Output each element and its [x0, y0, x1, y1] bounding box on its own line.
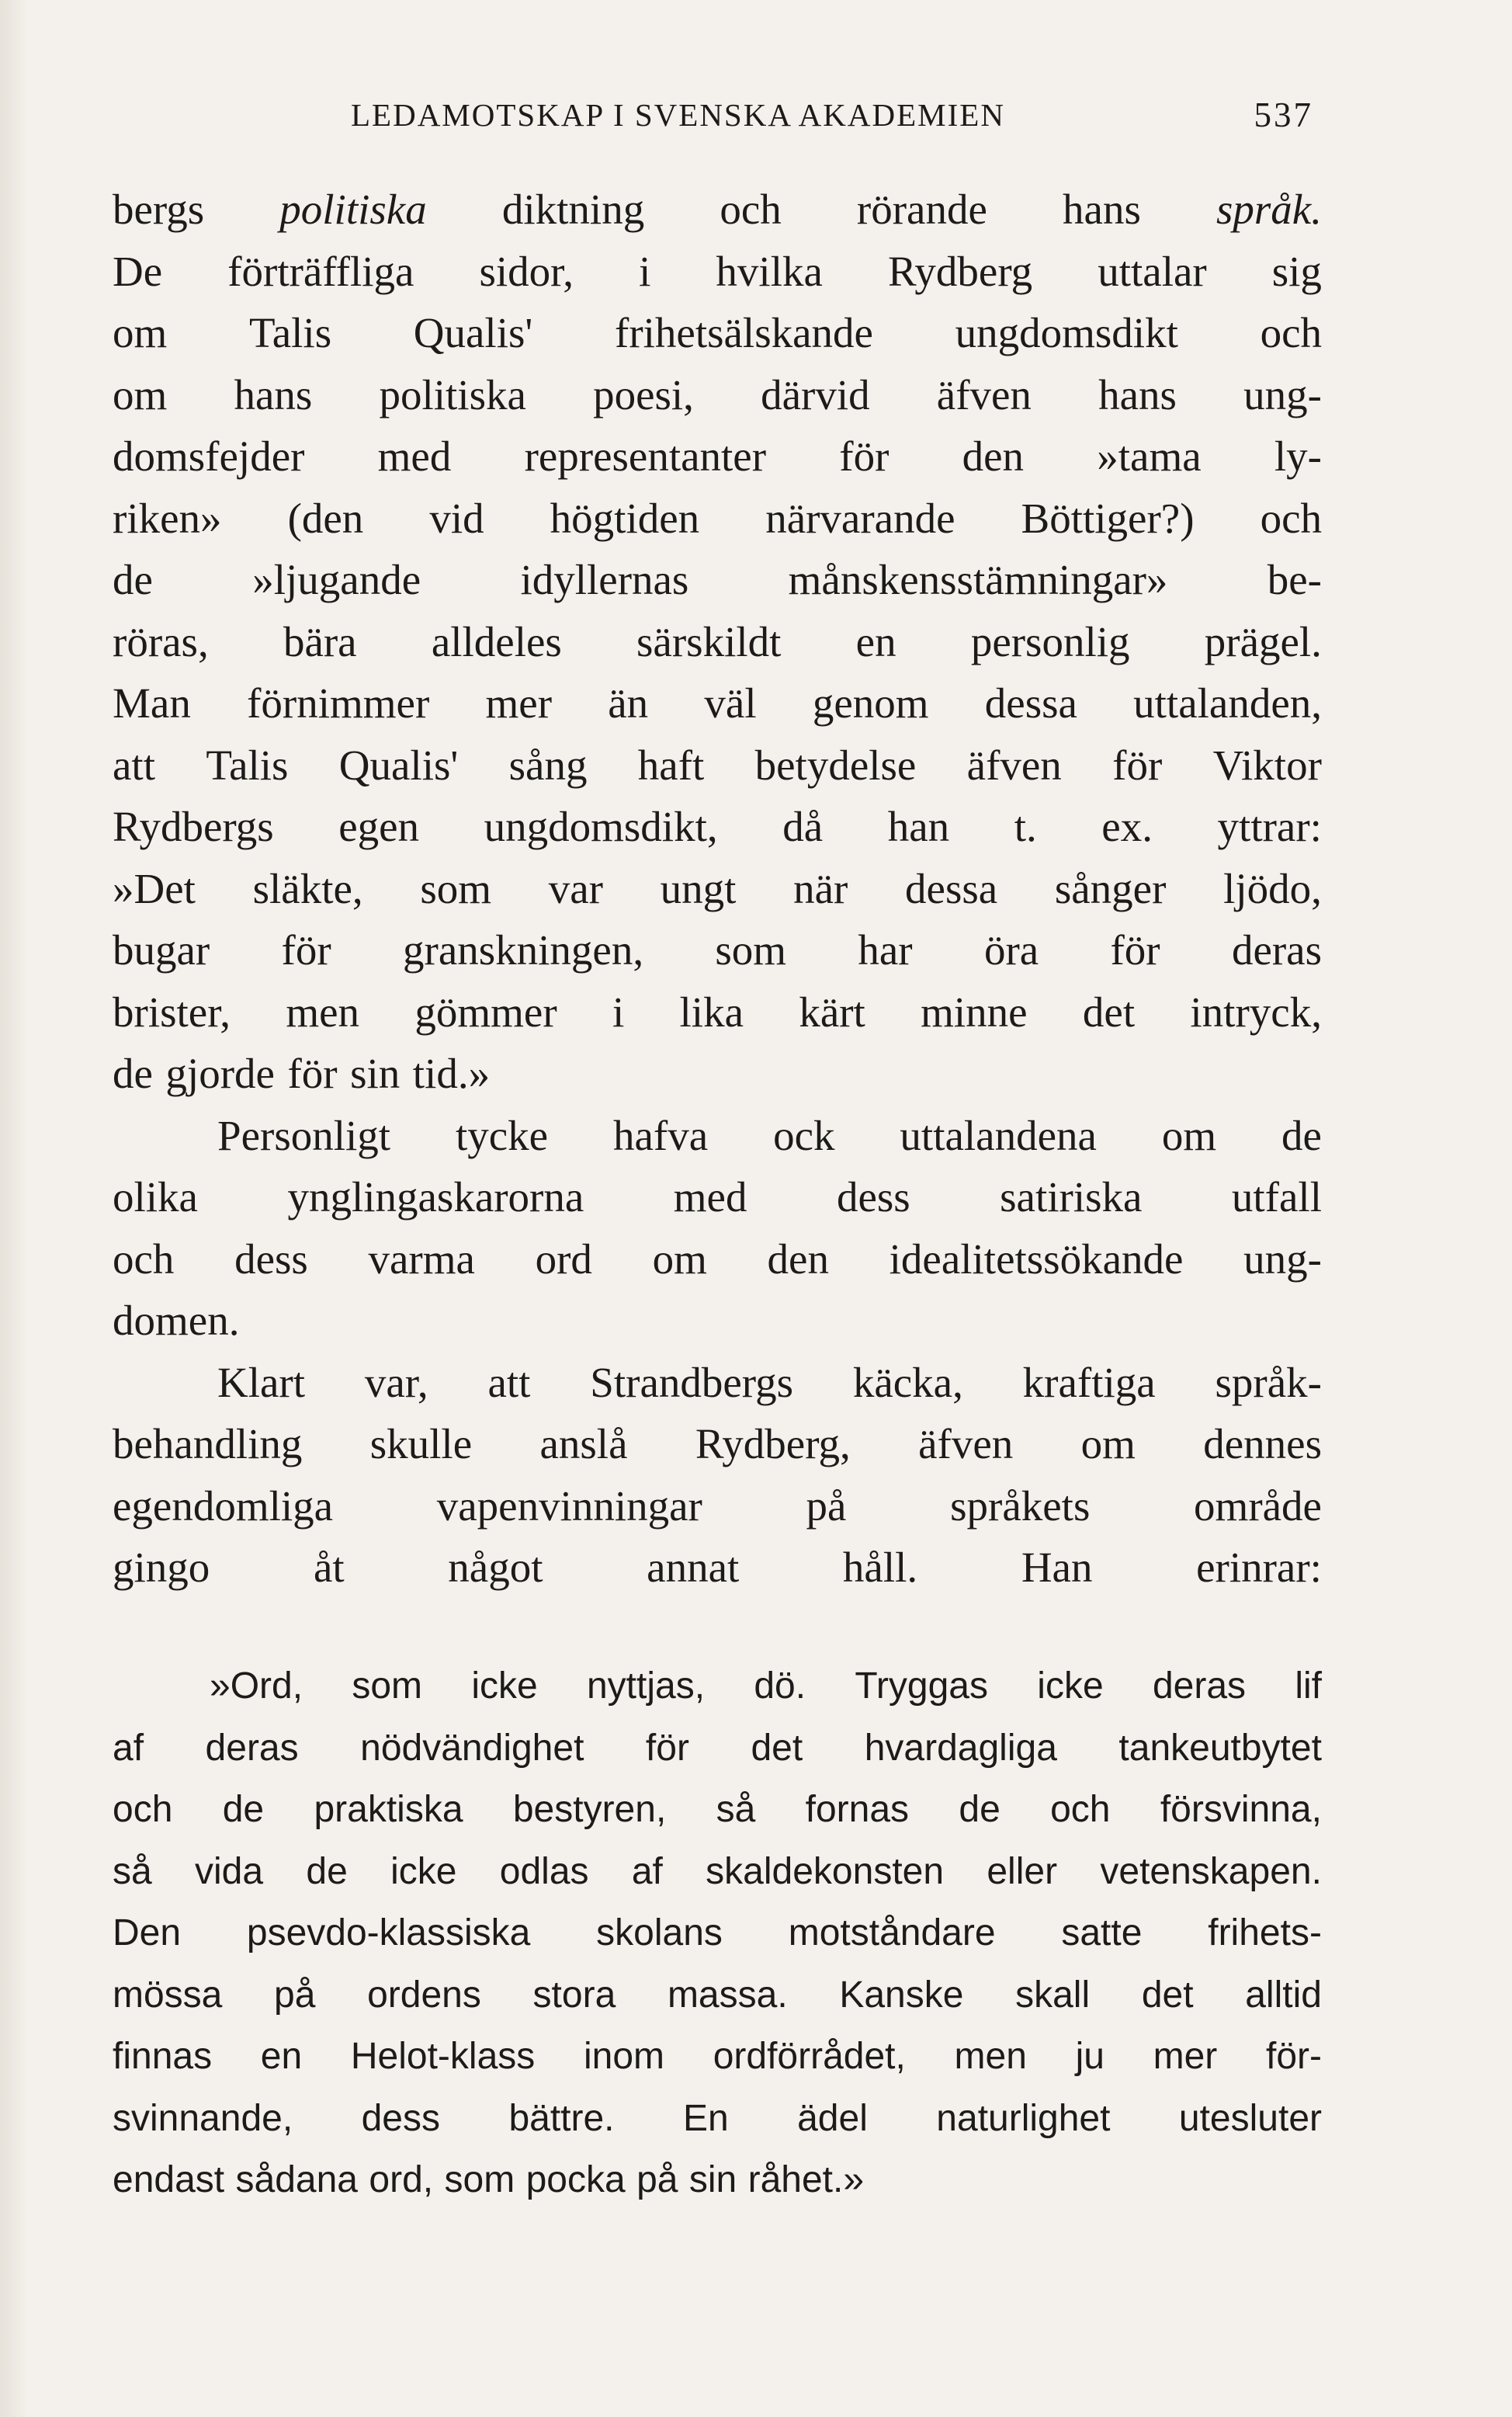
- word: vida: [195, 1850, 264, 1892]
- word: dess: [361, 2097, 440, 2139]
- word: yttrar:: [1217, 803, 1322, 850]
- word: anslå: [539, 1420, 628, 1467]
- text-line: [113, 1105, 1322, 1167]
- word: att: [113, 741, 155, 789]
- word: egendomliga: [113, 1481, 334, 1530]
- word: ordförrådet,: [713, 2036, 906, 2077]
- word: odlas: [499, 1850, 589, 1892]
- word: särskildt: [636, 617, 782, 665]
- text-line: [113, 549, 1322, 611]
- word: har: [858, 926, 913, 974]
- word: intryck,: [1190, 988, 1322, 1036]
- word: psevdo-klassiska: [246, 1912, 531, 1953]
- text-line: [113, 1537, 1322, 1599]
- word: vid: [429, 494, 484, 542]
- word: stora: [532, 1974, 616, 2016]
- word: för: [287, 1050, 338, 1097]
- word: gjorde: [165, 1050, 275, 1097]
- word: på: [806, 1481, 847, 1530]
- word: ju: [1075, 2036, 1105, 2077]
- word: var,: [364, 1358, 428, 1406]
- word: Qualis': [413, 309, 533, 356]
- word: finnas: [113, 2036, 213, 2077]
- word: massa.: [667, 1974, 788, 2016]
- word: sidor,: [479, 247, 574, 295]
- word: det: [751, 1727, 803, 1769]
- word: frihetsälskande: [615, 309, 873, 356]
- word: på: [274, 1974, 316, 2016]
- word: språkets: [950, 1481, 1091, 1530]
- word: (den: [287, 494, 364, 542]
- word: förträffliga: [227, 247, 414, 295]
- word: månskensstämningar»: [788, 556, 1168, 603]
- word: poesi,: [593, 370, 694, 418]
- word: för: [1110, 926, 1160, 974]
- word: personlig: [970, 617, 1130, 665]
- word: äfven: [918, 1420, 1014, 1467]
- word: uttalanden,: [1133, 679, 1322, 727]
- text-line: [113, 1841, 1322, 1903]
- word: röras,: [113, 617, 209, 665]
- word: som: [420, 864, 492, 912]
- word: ex.: [1101, 803, 1153, 850]
- word: icke: [1037, 1665, 1104, 1707]
- text-line: [113, 1779, 1322, 1841]
- word: för: [1112, 741, 1163, 789]
- text-line: [113, 1964, 1322, 2026]
- word: sånger: [1054, 864, 1167, 912]
- text-line: [113, 858, 1322, 920]
- word: hafva: [613, 1111, 709, 1159]
- word: om: [1080, 1420, 1136, 1467]
- text-line: [113, 2088, 1322, 2150]
- text-line: [113, 241, 1322, 303]
- text-line: [113, 1290, 1322, 1352]
- word: ungdomsdikt,: [484, 803, 718, 850]
- text-line: [113, 2149, 1322, 2211]
- word: de: [222, 1789, 265, 1830]
- word: råhet.»: [747, 2159, 865, 2200]
- word: att: [487, 1358, 531, 1406]
- word: än: [608, 679, 649, 727]
- word: bära: [283, 617, 357, 665]
- word: som: [352, 1665, 423, 1707]
- word: kraftiga: [1022, 1358, 1156, 1406]
- word: Böttiger?): [1021, 494, 1195, 542]
- word: Qualis': [338, 741, 459, 789]
- word: och: [113, 1235, 175, 1283]
- word: dess: [836, 1173, 910, 1221]
- word: Man: [113, 679, 191, 727]
- word: ord,: [369, 2159, 434, 2200]
- word: ordens: [367, 1974, 481, 2016]
- word: så: [716, 1789, 756, 1830]
- word: hans: [234, 370, 313, 418]
- word: domen.: [113, 1297, 240, 1344]
- text-line: [113, 796, 1322, 858]
- word: språk.: [1216, 186, 1322, 233]
- text-line: [113, 734, 1322, 797]
- word: Rydberg,: [695, 1420, 851, 1467]
- word: äfven: [936, 370, 1032, 418]
- word: olika: [113, 1173, 198, 1221]
- word: deras: [1231, 926, 1322, 974]
- word: mössa: [113, 1974, 223, 2016]
- word: de: [1281, 1111, 1322, 1159]
- word: rörande: [856, 186, 987, 233]
- word: ungdomsdikt: [955, 309, 1178, 356]
- word: brister,: [113, 988, 231, 1036]
- word: vapenvinningar: [436, 1481, 702, 1530]
- word: svinnande,: [113, 2097, 293, 2139]
- word: dennes: [1203, 1420, 1322, 1467]
- word: för: [281, 926, 331, 974]
- word: om: [113, 370, 168, 418]
- word: annat: [647, 1544, 740, 1591]
- word: öra: [983, 926, 1039, 974]
- word: alldeles: [431, 617, 562, 665]
- word: Rydberg: [887, 247, 1033, 295]
- word: dessa: [984, 679, 1077, 727]
- word: praktiska: [314, 1789, 463, 1830]
- word: ungt: [660, 864, 737, 912]
- text-line: [113, 672, 1322, 734]
- word: representanter: [524, 432, 767, 480]
- word: och: [720, 186, 782, 233]
- word: det: [1141, 1974, 1194, 2016]
- word: egen: [338, 803, 420, 850]
- word: håll.: [842, 1544, 918, 1591]
- word: ord: [535, 1235, 592, 1283]
- word: i: [639, 247, 651, 295]
- word: Personligt: [217, 1111, 391, 1159]
- word: Den: [113, 1912, 182, 1953]
- word: erinrar:: [1196, 1544, 1322, 1591]
- word: idealitetssökande: [889, 1235, 1184, 1283]
- word: ädel: [797, 2097, 868, 2139]
- word: väl: [704, 679, 757, 727]
- word: betydelse: [754, 741, 917, 789]
- word: uttalandena: [900, 1111, 1097, 1159]
- word: bugar: [113, 926, 210, 974]
- word: riken»: [113, 494, 222, 542]
- word: förnimmer: [247, 679, 430, 727]
- word: nödvändighet: [360, 1727, 584, 1769]
- word: på: [636, 2159, 678, 2200]
- word: De: [113, 247, 163, 295]
- word: Viktor: [1212, 741, 1322, 789]
- word: språk-: [1215, 1358, 1322, 1406]
- word: Helot-klass: [350, 2036, 536, 2077]
- word: be-: [1267, 556, 1322, 603]
- word: så: [113, 1850, 152, 1892]
- text-line: [113, 1043, 1322, 1105]
- word: och: [1260, 309, 1322, 356]
- word: ljödo,: [1223, 864, 1322, 912]
- word: hvilka: [716, 247, 823, 295]
- word: dessa: [905, 864, 998, 912]
- word: lika: [679, 988, 744, 1036]
- word: Strandbergs: [590, 1358, 793, 1406]
- word: och: [113, 1789, 173, 1830]
- word: tankeutbytet: [1118, 1727, 1322, 1769]
- word: men: [286, 988, 360, 1036]
- word: icke: [390, 1850, 457, 1892]
- word: haft: [637, 741, 705, 789]
- word: satiriska: [1000, 1173, 1143, 1221]
- word: som: [715, 926, 787, 974]
- word: skolans: [596, 1912, 723, 1953]
- text-line: [113, 425, 1322, 488]
- word: med: [673, 1173, 747, 1221]
- text-line: [113, 1717, 1322, 1780]
- word: minne: [921, 988, 1028, 1036]
- word: idyllernas: [520, 556, 689, 603]
- word: utfall: [1231, 1173, 1322, 1221]
- word: område: [1194, 1481, 1322, 1530]
- word: dö.: [754, 1665, 806, 1707]
- word: och: [1050, 1789, 1111, 1830]
- body-text: [113, 179, 1322, 1599]
- word: bestyren,: [512, 1789, 667, 1830]
- word: ung-: [1243, 370, 1322, 418]
- word: mer: [485, 679, 553, 727]
- word: af: [113, 1727, 144, 1769]
- word: »ljugande: [252, 556, 421, 603]
- word: eller: [987, 1850, 1058, 1892]
- word: för: [645, 1727, 689, 1769]
- text-line: [113, 981, 1322, 1044]
- word: skaldekonsten: [706, 1850, 945, 1892]
- word: då: [782, 803, 824, 850]
- word: En: [682, 2097, 729, 2139]
- word: uttalar: [1098, 247, 1207, 295]
- word: inom: [583, 2036, 664, 2077]
- word: behandling: [113, 1420, 303, 1467]
- word: gingo: [113, 1544, 210, 1591]
- word: gömmer: [414, 988, 557, 1036]
- word: bättre.: [508, 2097, 615, 2139]
- word: käcka,: [852, 1358, 963, 1406]
- word: sin: [350, 1050, 401, 1097]
- word: Talis: [248, 309, 332, 356]
- word: deras: [1152, 1665, 1247, 1707]
- word: det: [1082, 988, 1136, 1036]
- word: och: [1260, 494, 1322, 542]
- word: motståndare: [788, 1912, 996, 1953]
- word: sig: [1271, 247, 1322, 295]
- word: om: [113, 309, 168, 356]
- word: för: [839, 432, 890, 480]
- word: Klart: [217, 1358, 306, 1406]
- word: de: [306, 1850, 348, 1892]
- word: med: [377, 432, 452, 480]
- word: »Ord,: [210, 1665, 303, 1707]
- word: diktning: [501, 186, 645, 233]
- word: tycke: [455, 1111, 549, 1159]
- text-line: [113, 611, 1322, 673]
- word: lif: [1295, 1665, 1322, 1707]
- word: något: [448, 1544, 543, 1591]
- text-line: [113, 179, 1322, 241]
- text-line: [113, 488, 1322, 550]
- word: i: [612, 988, 625, 1036]
- word: var: [548, 864, 603, 912]
- word: skall: [1015, 1974, 1091, 2016]
- word: fornas: [805, 1789, 910, 1830]
- word: släkte,: [252, 864, 363, 912]
- word: satte: [1061, 1912, 1143, 1953]
- word: närvarande: [765, 494, 955, 542]
- word: domsfejder: [113, 432, 305, 480]
- word: Han: [1021, 1544, 1093, 1591]
- word: Talis: [206, 741, 289, 789]
- word: bergs: [113, 186, 205, 233]
- word: deras: [205, 1727, 299, 1769]
- text-line: [113, 1228, 1322, 1290]
- word: kärt: [799, 988, 865, 1036]
- word: sådana: [235, 2159, 358, 2200]
- word: ly-: [1274, 432, 1322, 480]
- text-line: [113, 364, 1322, 426]
- word: Tryggas: [855, 1665, 988, 1707]
- word: de: [113, 1050, 153, 1097]
- word: högtiden: [550, 494, 700, 542]
- word: Rydbergs: [113, 803, 274, 850]
- word: de: [113, 556, 153, 603]
- word: men: [954, 2036, 1027, 2077]
- text-line: [113, 2026, 1322, 2088]
- word: vetenskapen.: [1100, 1850, 1322, 1892]
- word: endast: [113, 2159, 225, 2200]
- text-line: [113, 1475, 1322, 1537]
- word: varma: [368, 1235, 475, 1283]
- word: äfven: [966, 741, 1062, 789]
- word: om: [652, 1235, 707, 1283]
- word: som: [444, 2159, 515, 2200]
- word: genom: [812, 679, 929, 727]
- word: af: [631, 1850, 663, 1892]
- word: hans: [1063, 186, 1141, 233]
- word: ung-: [1243, 1235, 1322, 1283]
- running-header-title: LEDAMOTSKAP I SVENSKA AKADEMIEN: [351, 97, 1005, 133]
- word: naturlighet: [936, 2097, 1111, 2139]
- word: nyttjas,: [586, 1665, 706, 1707]
- word: den: [767, 1235, 829, 1283]
- page-gutter-shadow: [0, 0, 28, 2417]
- word: åt: [313, 1544, 345, 1591]
- word: skulle: [369, 1420, 473, 1467]
- text-line: [113, 1166, 1322, 1228]
- word: han: [887, 803, 950, 850]
- text-line: [113, 1655, 1322, 1717]
- word: tid.»: [412, 1050, 491, 1097]
- quoted-passage: [113, 1655, 1322, 2211]
- word: ynglingaskarorna: [287, 1173, 584, 1221]
- text-line: [113, 1413, 1322, 1475]
- running-header: [351, 92, 1313, 138]
- word: dess: [234, 1235, 308, 1283]
- word: alltid: [1245, 1974, 1322, 2016]
- word: den: [962, 432, 1025, 480]
- word: pocka: [525, 2159, 626, 2200]
- word: för-: [1265, 2036, 1322, 2077]
- word: sin: [688, 2159, 737, 2200]
- word: icke: [471, 1665, 538, 1707]
- word: frihets-: [1208, 1912, 1322, 1953]
- word: försvinna,: [1160, 1789, 1322, 1830]
- word: »Det: [113, 864, 196, 912]
- word: om: [1161, 1111, 1217, 1159]
- text-line: [113, 302, 1322, 364]
- word: en: [855, 617, 896, 665]
- text-line: [113, 919, 1322, 981]
- word: mer: [1153, 2036, 1218, 2077]
- word: hvardagliga: [864, 1727, 1057, 1769]
- word: politiska: [379, 370, 526, 418]
- word: prägel.: [1204, 617, 1322, 665]
- page-number: 537: [1254, 95, 1313, 134]
- word: utesluter: [1178, 2097, 1322, 2139]
- word: granskningen,: [403, 926, 644, 974]
- word: t.: [1014, 803, 1037, 850]
- word: därvid: [761, 370, 870, 418]
- word: en: [260, 2036, 303, 2077]
- text-line: [113, 1902, 1322, 1964]
- word: när: [793, 864, 848, 912]
- word: hans: [1098, 370, 1177, 418]
- text-line: [113, 1352, 1322, 1414]
- word: ock: [773, 1111, 835, 1159]
- word: »tama: [1097, 432, 1202, 480]
- word: politiska: [279, 186, 427, 233]
- word: sång: [508, 741, 588, 789]
- word: de: [959, 1789, 1000, 1830]
- word: Kanske: [839, 1974, 964, 2016]
